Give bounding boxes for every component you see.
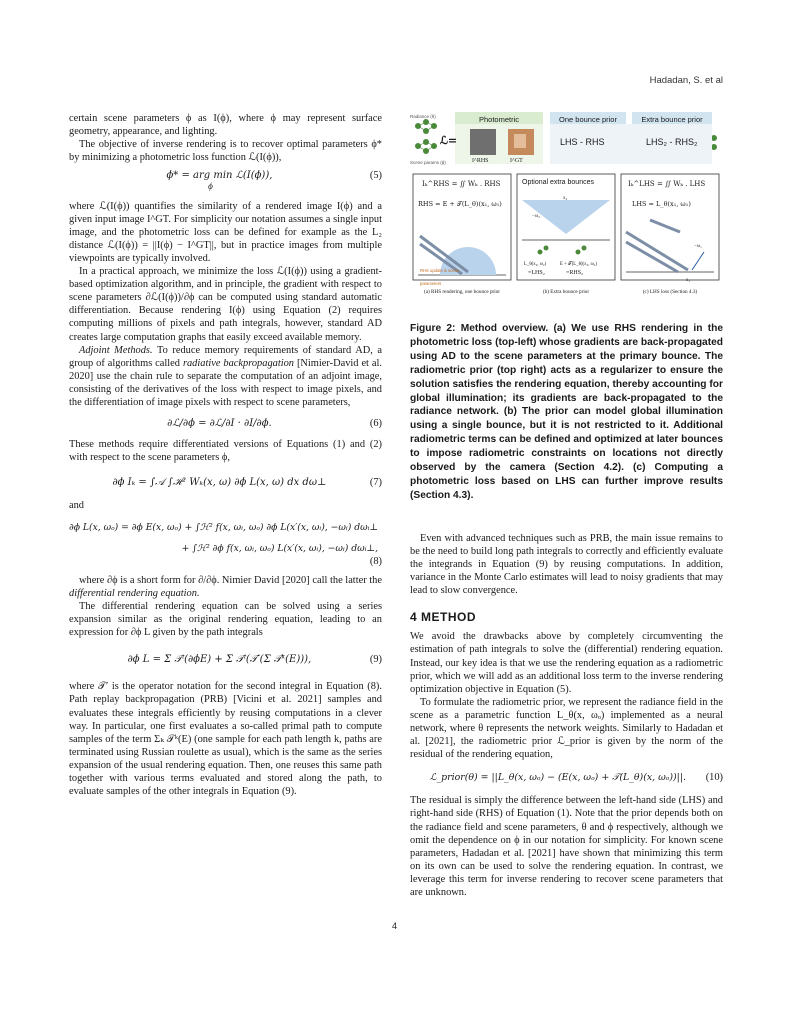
- panel-c-w1: −ω₁: [694, 244, 702, 249]
- running-head: Hadadan, S. et al: [649, 75, 723, 86]
- panel-a-note: RHS update is scene parameters: [420, 268, 460, 287]
- paragraph: where ℒ(I(ϕ)) quantifies the similarity of a rendered image I(ϕ) and a given input image I^GT. For simplicity our notation assumes a single input image, and the photometric loss can be defined for example as the L₂ distance ℒ(I(ϕ)) = ||I(ϕ) − I^GT||, but in practice images from multiple viewpoints are typically involved.: [69, 200, 382, 264]
- panel-c-lhs: LHS = L_θ(x₁, ω₁): [632, 200, 691, 208]
- paragraph: The residual is simply the difference between the left-hand side (LHS) and right-hand side (RHS) of Equation (1). Note that the prior depends both on the radiance field and scene parameters, θ and ϕ respectively, although we omit the dependence on ϕ in our notation for simplicity. For known scene parameters, Hadadan et al. [2021] have shown that minimizing this term on its own can be used to solve the rendering equation. In contrast, we leverage this term for inverse rendering to recover scene parameters that are unknown.: [410, 795, 723, 899]
- panel-c-equation: Iₖ^LHS = ∬ Wₖ . LHS: [628, 180, 706, 188]
- page-number: 4: [392, 921, 398, 931]
- paragraph: Even with advanced techniques such as PRB, the main issue remains to be the need to build long path integrals to correctly and efficiently evaluate the integrands in Equation (9) by reusing computations. In addition, variance in the Monte Carlo estimates will lead to noisy gradients that may lead to slow convergence.: [410, 532, 723, 597]
- subcaption-a: (a) RHS rendering, one bounce prior: [423, 289, 501, 295]
- panel-b-w2: −ω₂: [532, 214, 540, 219]
- i-gt-label: I^GT: [510, 158, 523, 164]
- left-column: [69, 112, 382, 798]
- panel-b-x2: x₂: [563, 196, 568, 201]
- paragraph: In a practical approach, we minimize the loss ℒ(I(ϕ)) using a gradient-based optimization algorithm, and in principle, the gradient with respect to scene parameters ∂ℒ(I(ϕ))/∂ϕ can be computed using standard automatic differentiation. Because rendering I(ϕ) using Equation (2) requires computing millions of pixels and path integrals, however, standard AD creates large computation graphs that easily exceed available memory.: [69, 266, 382, 343]
- subcaption-b: (b) Extra bounce prior: [542, 289, 590, 295]
- figure-caption: Figure 2: Method overview. (a) We use RHS rendering in the photometric loss (top-left) whose gradients are back-propagated using AD to the scene parameters at the primary bounce. The radiometric prior (top right) acts as a regularizer to ensure the solution satisfies the rendering equation, thereby accounting for global illumination; its gradients are back-propagated to the radiance network. (b) The prior can model global illumination using a single bounce, but it is not restricted to it. Additional radiometric terms can be defined and optimized at later bounces to impose radiometric constraints on locations not directly observed by the camera (Section 4.2). (c) Computing a photometric loss based on LHS can further improve results (Section 4.3).: [410, 323, 723, 501]
- panel-b-right: E + 𝒯(L_θ)(x₂, ω₂): [560, 262, 598, 267]
- paragraph: Adjoint Methods. To reduce memory requirements of standard AD, a group of algorithms called radiative backpropagation [Nimier-David et al. 2020] use the chain rule to separate the computation of an adjoint image, consisting of the derivatives of the loss with respect to image pixels, and the differentiation of image pixels with respect to scene parameters,: [69, 344, 382, 408]
- panel-b-left: L_θ(x₂, ω₂): [524, 262, 547, 267]
- right-column: [410, 112, 723, 899]
- rendered-image: [470, 129, 496, 155]
- method-overview-figure: [410, 112, 723, 300]
- paragraph-lead: Adjoint Methods.: [79, 344, 153, 356]
- one-bounce-term: LHS - RHS: [560, 137, 605, 147]
- section-heading: 4 METHOD: [410, 610, 477, 625]
- panel-a-rhs: RHS = E + 𝒯(L_θ)(x₁, ω₁): [418, 200, 502, 208]
- paragraph: where ∂ϕ is a short form for ∂/∂ϕ. Nimier David [2020] call the latter the differential rendering equation.: [69, 574, 382, 599]
- radiance-label: Radiance (θ): [410, 114, 436, 119]
- equation-6: ∂ℒ/∂ϕ = ∂ℒ/∂I · ∂I/∂ϕ. (6): [167, 418, 382, 430]
- panel-b-rhs2: =RHS₂: [566, 270, 584, 276]
- paragraph: To formulate the radiometric prior, we represent the radiance field in the scene as a parametric function L_θ(x, ωₒ) implemented as a neural network, where θ represents the network weights. Similarly to Hadadan et al. [2021], the radiometric prior ℒ_prior is given by the norm of the residual of the rendering equation,: [410, 696, 723, 761]
- panel-a-equation: Iₖ^RHS = ∬ Wₖ . RHS: [422, 180, 501, 188]
- scene-label: Scene params (ϕ): [410, 160, 446, 165]
- paragraph: and: [69, 500, 85, 512]
- equation-9: ∂ϕ L = Σ 𝒯ⁱ(∂ϕE) + Σ 𝒯ⁱ(𝒯′(Σ 𝒯ᵏ(E))), (9): [127, 654, 382, 666]
- subcaption-c: (c) LHS loss (Section 4.3): [642, 289, 698, 295]
- paragraph: where 𝒯′ is the operator notation for the second integral in Equation (8). Path replay backpropagation (PRB) [Vicini et al. 2021] samples and evaluates these integrals efficiently by reusing computations in a clever way. In particular, one first evaluates a so-called primal path to compute samples of the term Σₖ 𝒯ᵏ(E) (one sample for each path length k, paths are terminated using Russian roulette as usual), which is the same as the series expansion of the usual rendering equation. Then, one reuses this same path together with various terms evaluated and stored along the path, to evaluate samples of the other integrals in Equation (9).: [69, 681, 382, 798]
- equation-7: ∂ϕ Iₖ = ∫𝒜 ∫ℋ² Wₖ(x, ω) ∂ϕ L(x, ω) dx dω⊥ (7): [112, 477, 382, 489]
- equation-8-line2: + ∫ℋ² ∂ϕ f(x, ωᵢ, ωₒ) L(x′(x, ωᵢ), −ωᵢ) dωᵢ⊥,: [181, 542, 378, 554]
- scene-network-icon: [415, 139, 437, 154]
- paragraph: The objective of inverse rendering is to recover optimal parameters ϕ* by minimizing a photometric loss function ℒ(I(ϕ)),: [69, 139, 382, 164]
- photometric-tab-label: Photometric: [478, 115, 520, 124]
- equation-8-number: (8): [369, 555, 382, 567]
- extra-bounce-term: LHS₂ - RHS₂: [646, 137, 698, 147]
- equation-8-line1: ∂ϕ L(x, ωₒ) = ∂ϕ E(x, ωₒ) + ∫ℋ² f(x, ωᵢ, ωₒ) ∂ϕ L(x′(x, ωᵢ), −ωᵢ) dωᵢ⊥: [69, 521, 379, 533]
- extra-bounce-tab-label: Extra bounce prior: [641, 115, 703, 124]
- paragraph: These methods require differentiated versions of Equations (1) and (2) with respect to the scene parameters ϕ,: [69, 439, 382, 464]
- panel-b-lhs2: =LHS₂: [528, 270, 545, 276]
- one-bounce-tab-label: One bounce prior: [559, 115, 617, 124]
- paragraph: We avoid the drawbacks above by completely circumventing the estimation of path integrals to solve the (differential) rendering equation. Instead, our key idea is that we use the rendering equation as a radiometric prior, which we will add as an additional loss term to the inverse rendering optimization objective in Equation (5).: [410, 631, 723, 695]
- paragraph: certain scene parameters ϕ as I(ϕ), where ϕ may represent surface geometry, appearance, and lighting.: [69, 113, 382, 138]
- equation-5: ϕ* = arg min ℒ(I(ϕ)), (5): [166, 170, 382, 182]
- paragraph: The differential rendering equation can be solved using a series expansion similar as the original rendering equation, leading to an expression for ∂ϕ L given by the path integrals: [69, 601, 382, 639]
- i-rhs-label: I^RHS: [472, 158, 489, 164]
- panel-b-title: Optional extra bounces: [522, 179, 594, 186]
- equation-10: ℒ_prior(θ) = ||L_θ(x, ωₒ) − (E(x, ωₒ) + 𝒯(L_θ)(x, ωₒ))||. (10): [429, 772, 723, 784]
- equation-5-subscript: ϕ: [208, 181, 213, 192]
- panel-c-x1: x₁: [686, 278, 691, 283]
- loss-symbol: ℒ=: [440, 134, 458, 147]
